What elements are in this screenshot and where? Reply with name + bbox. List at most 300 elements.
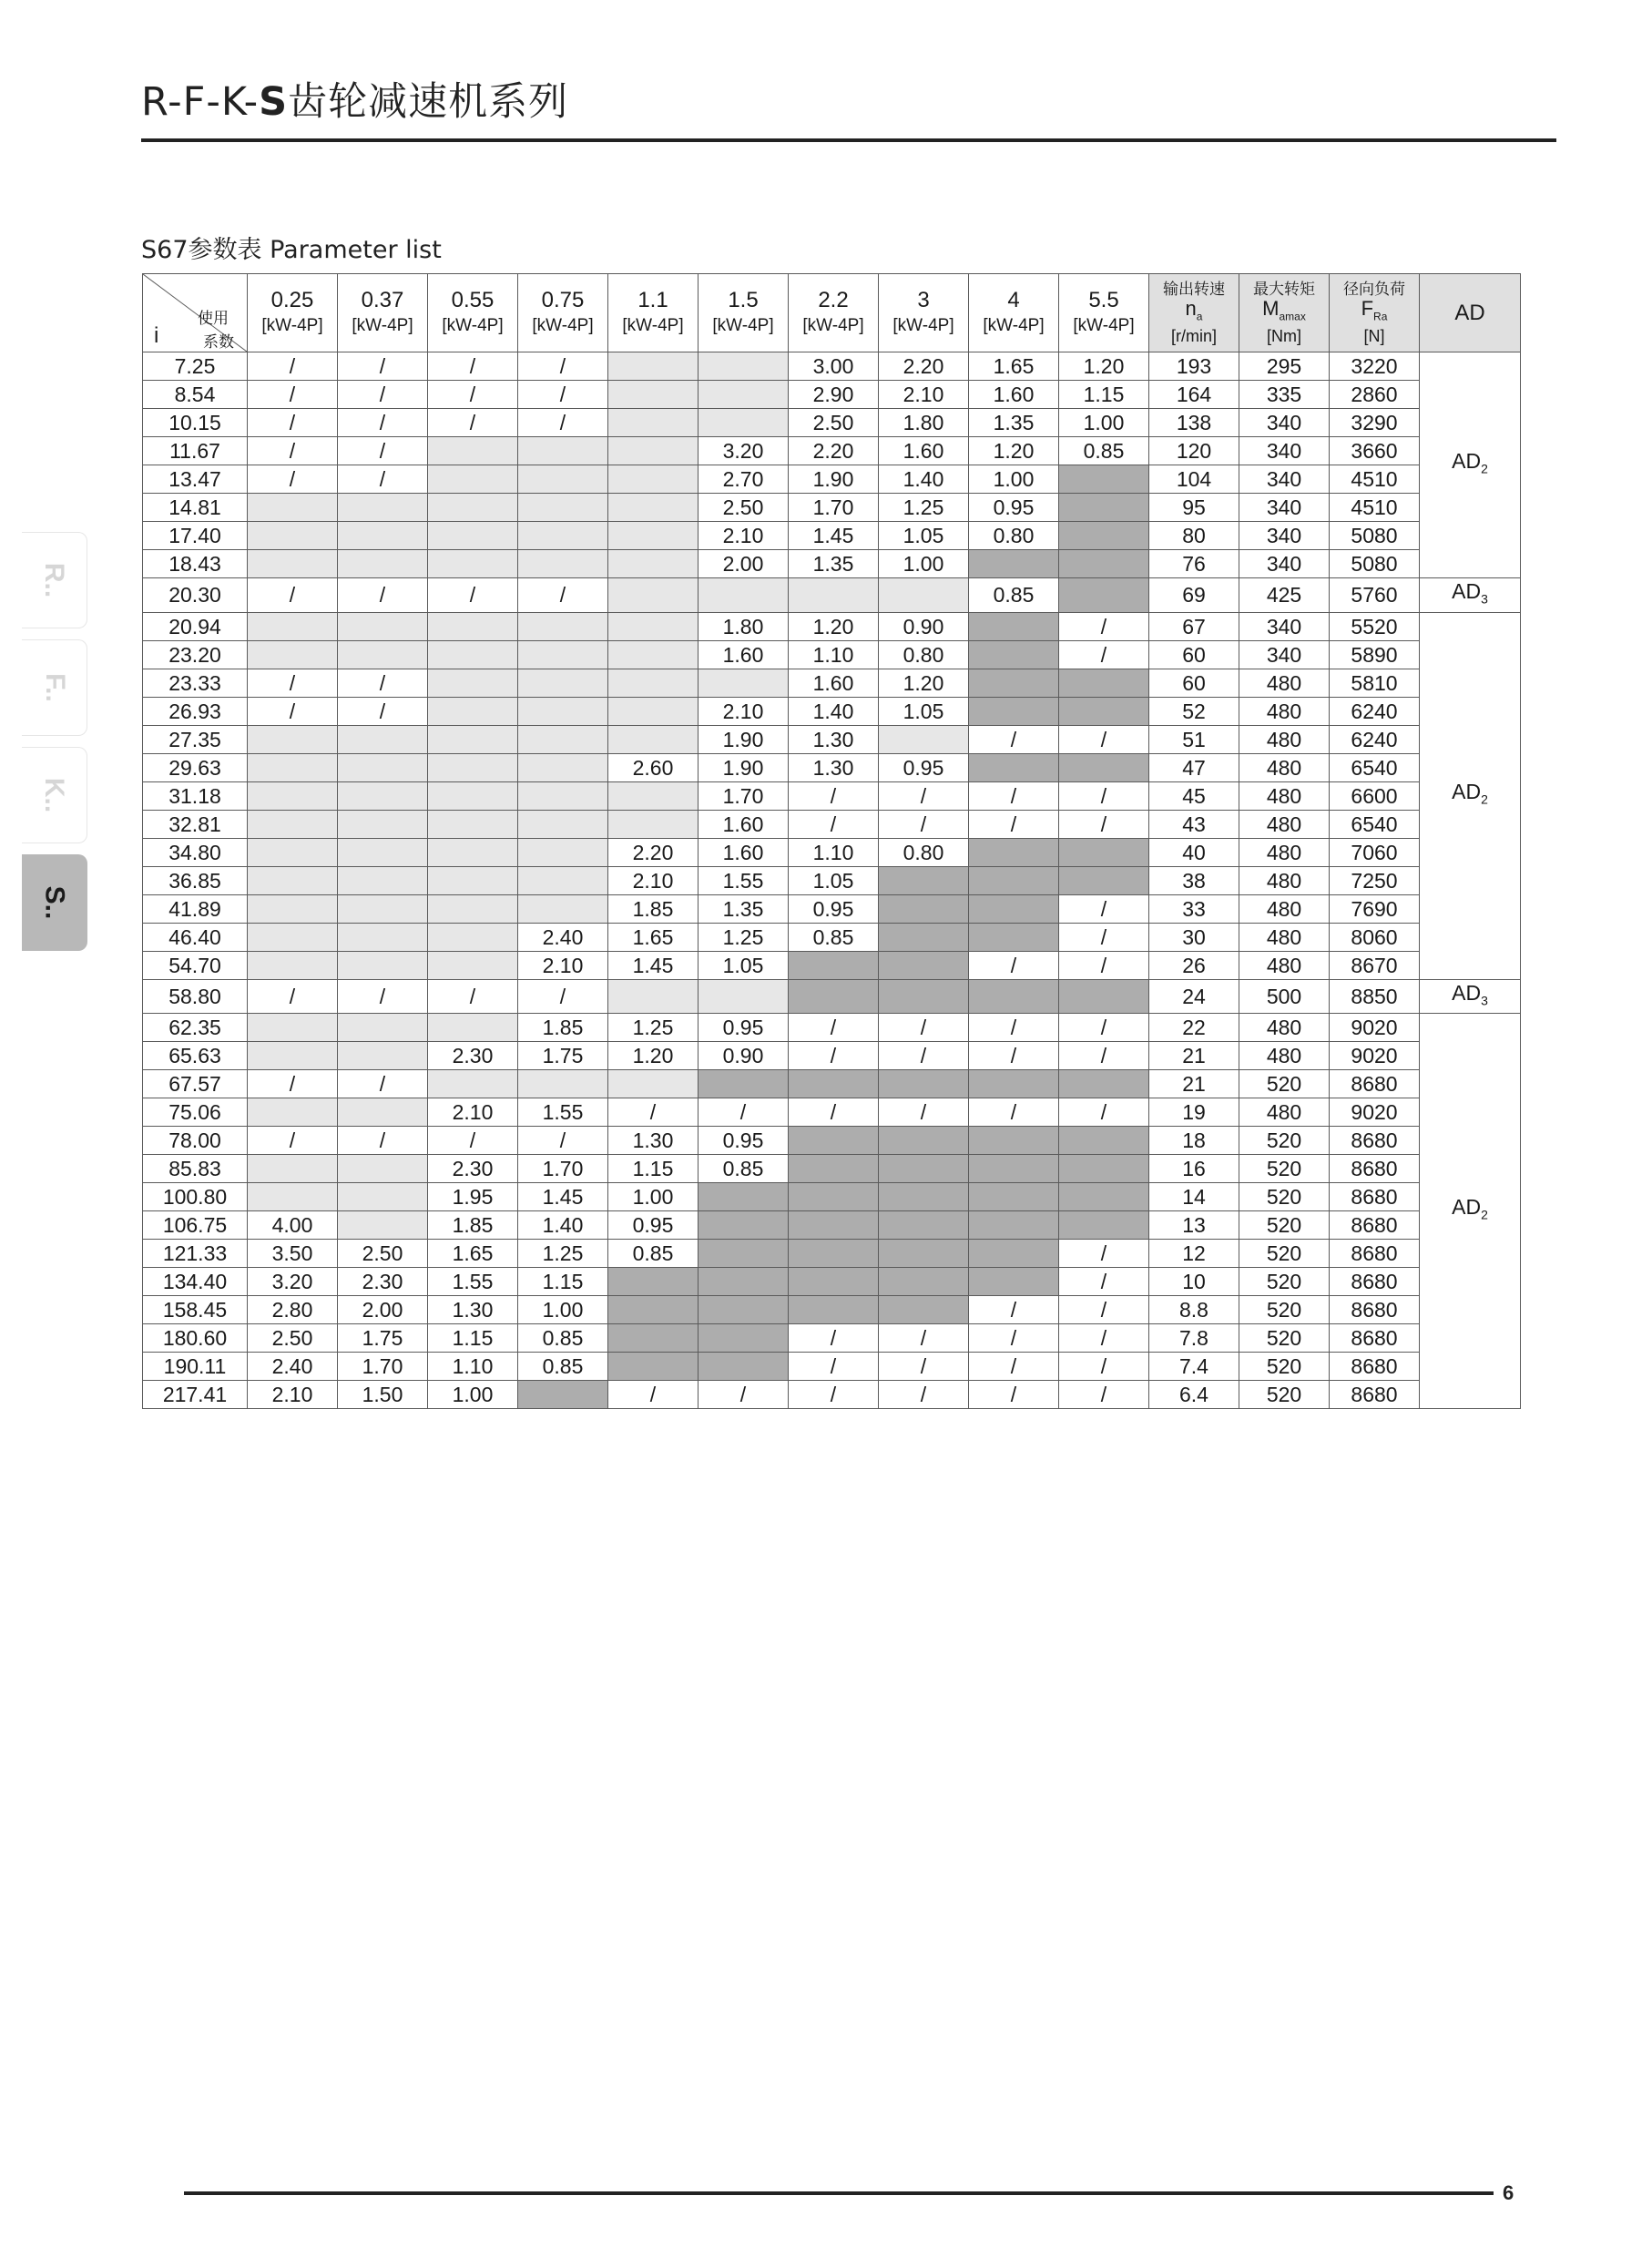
empty-cell [428, 612, 518, 640]
empty-cell [428, 753, 518, 781]
service-factor-cell: 1.05 [879, 522, 969, 550]
table-row [143, 810, 1521, 838]
service-factor-cell: / [699, 1381, 789, 1409]
empty-cell [248, 838, 338, 866]
empty-cell [608, 725, 699, 753]
empty-cell [248, 640, 338, 669]
service-factor-cell: 1.80 [699, 612, 789, 640]
max-torque-cell: 500 [1239, 979, 1330, 1014]
empty-cell [518, 640, 608, 669]
unavailable-cell [699, 1268, 789, 1296]
ratio-cell: 46.40 [143, 923, 248, 951]
service-factor-cell: 1.15 [428, 1324, 518, 1353]
empty-cell [518, 465, 608, 494]
empty-cell [338, 1098, 428, 1127]
service-factor-cell: 1.35 [789, 550, 879, 578]
radial-load-cell: 9020 [1330, 1042, 1420, 1070]
service-factor-cell: 0.95 [969, 494, 1059, 522]
empty-cell [518, 612, 608, 640]
service-factor-cell: 1.30 [789, 753, 879, 781]
empty-cell [248, 923, 338, 951]
radial-load-cell: 6540 [1330, 810, 1420, 838]
table-row [143, 1155, 1521, 1183]
service-factor-cell: 1.25 [518, 1240, 608, 1268]
power-header: 0.75 [kW-4P] [518, 274, 608, 352]
unavailable-cell [1059, 578, 1149, 613]
radial-load-cell: 7690 [1330, 894, 1420, 923]
service-factor-cell: 1.05 [789, 866, 879, 894]
table-row [143, 979, 1521, 1014]
service-factor-cell: / [338, 465, 428, 494]
empty-cell [428, 894, 518, 923]
table-row [143, 1014, 1521, 1042]
service-factor-cell: / [969, 1098, 1059, 1127]
empty-cell [248, 1183, 338, 1211]
service-factor-cell: 1.55 [699, 866, 789, 894]
service-factor-cell: 1.15 [608, 1155, 699, 1183]
power-header: 5.5 [kW-4P] [1059, 274, 1149, 352]
unavailable-cell [969, 1183, 1059, 1211]
table-row [143, 1240, 1521, 1268]
empty-cell [518, 494, 608, 522]
empty-cell [338, 781, 428, 810]
max-torque-cell: 480 [1239, 753, 1330, 781]
table-body [143, 352, 1521, 1409]
service-factor-cell: 0.90 [879, 612, 969, 640]
empty-cell [518, 866, 608, 894]
table-row [143, 753, 1521, 781]
empty-cell [699, 409, 789, 437]
empty-cell [699, 352, 789, 381]
empty-cell [338, 923, 428, 951]
service-factor-cell: 1.40 [518, 1211, 608, 1240]
service-factor-cell: 1.95 [428, 1183, 518, 1211]
table-row [143, 725, 1521, 753]
service-factor-cell: 1.10 [428, 1353, 518, 1381]
service-factor-cell: / [1059, 923, 1149, 951]
max-torque-cell: 340 [1239, 494, 1330, 522]
output-speed-cell: 7.4 [1149, 1353, 1239, 1381]
max-torque-cell: 520 [1239, 1296, 1330, 1324]
service-factor-cell: / [1059, 1268, 1149, 1296]
service-factor-cell: 4.00 [248, 1211, 338, 1240]
empty-cell [518, 753, 608, 781]
table-row [143, 1353, 1521, 1381]
service-factor-cell: 3.50 [248, 1240, 338, 1268]
service-factor-cell: 1.60 [969, 381, 1059, 409]
unavailable-cell [1059, 979, 1149, 1014]
ratio-cell: 36.85 [143, 866, 248, 894]
service-factor-cell: 1.90 [789, 465, 879, 494]
empty-cell [699, 669, 789, 697]
output-speed-cell: 19 [1149, 1098, 1239, 1127]
empty-cell [879, 725, 969, 753]
footer-rule [184, 2191, 1494, 2195]
service-factor-cell: / [428, 352, 518, 381]
empty-cell [428, 725, 518, 753]
output-speed-cell: 22 [1149, 1014, 1239, 1042]
tab-k-series[interactable]: K.. [22, 747, 87, 843]
output-speed-cell: 14 [1149, 1183, 1239, 1211]
service-factor-cell: / [1059, 640, 1149, 669]
tab-s-series[interactable]: S.. [22, 854, 87, 951]
radial-load-cell: 8680 [1330, 1296, 1420, 1324]
service-factor-cell: 1.00 [879, 550, 969, 578]
max-torque-cell: 520 [1239, 1183, 1330, 1211]
table-row [143, 838, 1521, 866]
unavailable-cell [1059, 753, 1149, 781]
ratio-cell: 121.33 [143, 1240, 248, 1268]
service-factor-cell: 1.40 [789, 697, 879, 725]
radial-load-cell: 8680 [1330, 1240, 1420, 1268]
output-speed-cell: 60 [1149, 640, 1239, 669]
unavailable-cell [1059, 522, 1149, 550]
service-factor-cell: / [1059, 1381, 1149, 1409]
service-factor-cell: 1.85 [608, 894, 699, 923]
unavailable-cell [789, 1070, 879, 1098]
corner-coef-label: 系数 [203, 333, 234, 351]
service-factor-cell: 0.85 [518, 1324, 608, 1353]
max-torque-cell: 340 [1239, 612, 1330, 640]
ratio-cell: 34.80 [143, 838, 248, 866]
service-factor-cell: / [879, 1014, 969, 1042]
service-factor-cell: 1.10 [789, 640, 879, 669]
service-factor-cell: / [699, 1098, 789, 1127]
unavailable-cell [879, 866, 969, 894]
empty-cell [608, 352, 699, 381]
empty-cell [608, 669, 699, 697]
empty-cell [248, 866, 338, 894]
ad-cell: $AD_2$ [1420, 1014, 1521, 1409]
unavailable-cell [969, 550, 1059, 578]
service-factor-cell: 0.85 [789, 923, 879, 951]
output-speed-cell: 193 [1149, 352, 1239, 381]
service-factor-cell: / [1059, 1240, 1149, 1268]
corner-i-label: i [154, 323, 159, 348]
service-factor-cell: 1.20 [789, 612, 879, 640]
empty-cell [428, 781, 518, 810]
service-factor-cell: 1.00 [608, 1183, 699, 1211]
service-factor-cell: 1.25 [608, 1014, 699, 1042]
service-factor-cell: / [879, 810, 969, 838]
unavailable-cell [1059, 669, 1149, 697]
service-factor-cell: 1.20 [1059, 352, 1149, 381]
unavailable-cell [879, 1268, 969, 1296]
unavailable-cell [789, 1211, 879, 1240]
ratio-cell: 18.43 [143, 550, 248, 578]
empty-cell [248, 1042, 338, 1070]
service-factor-cell: / [1059, 951, 1149, 979]
radial-load-cell: 7250 [1330, 866, 1420, 894]
empty-cell [338, 810, 428, 838]
service-factor-cell: / [789, 1042, 879, 1070]
unavailable-cell [789, 1183, 879, 1211]
empty-cell [338, 550, 428, 578]
radial-load-cell: 8680 [1330, 1070, 1420, 1098]
service-factor-cell: 2.10 [699, 697, 789, 725]
radial-load-cell: 6240 [1330, 725, 1420, 753]
table-header-row [143, 274, 1521, 352]
ad-cell: $AD_2$ [1420, 352, 1521, 578]
radial-load-cell: 8680 [1330, 1155, 1420, 1183]
empty-cell [518, 810, 608, 838]
output-speed-cell: 43 [1149, 810, 1239, 838]
tab-f-series[interactable]: F.. [22, 639, 87, 736]
service-factor-cell: 0.95 [699, 1127, 789, 1155]
service-factor-cell: / [338, 697, 428, 725]
service-factor-cell: / [428, 979, 518, 1014]
output-speed-cell: 21 [1149, 1042, 1239, 1070]
empty-cell [248, 612, 338, 640]
empty-cell [789, 578, 879, 613]
service-factor-cell: / [879, 1353, 969, 1381]
power-header: 3 [kW-4P] [879, 274, 969, 352]
service-factor-cell: / [518, 352, 608, 381]
service-factor-cell: / [248, 669, 338, 697]
unavailable-cell [879, 1070, 969, 1098]
max-torque-cell: 480 [1239, 781, 1330, 810]
service-factor-cell: / [879, 781, 969, 810]
empty-cell [518, 697, 608, 725]
service-factor-cell: 2.20 [789, 437, 879, 465]
page-number: 6 [1503, 2181, 1514, 2204]
empty-cell [608, 1070, 699, 1098]
unavailable-cell [969, 1127, 1059, 1155]
empty-cell [608, 781, 699, 810]
ratio-cell: 65.63 [143, 1042, 248, 1070]
service-factor-cell: 1.65 [428, 1240, 518, 1268]
max-torque-cell: 480 [1239, 669, 1330, 697]
unavailable-cell [879, 1127, 969, 1155]
max-torque-cell: 340 [1239, 437, 1330, 465]
service-factor-cell: / [338, 381, 428, 409]
service-factor-cell: 1.05 [879, 697, 969, 725]
service-factor-cell: 2.30 [428, 1042, 518, 1070]
service-factor-cell: 1.70 [338, 1353, 428, 1381]
unavailable-cell [789, 1296, 879, 1324]
service-factor-cell: 0.85 [969, 578, 1059, 613]
unavailable-cell [789, 979, 879, 1014]
service-factor-cell: / [879, 1098, 969, 1127]
unavailable-cell [789, 1240, 879, 1268]
empty-cell [248, 1014, 338, 1042]
radial-load-cell: 2860 [1330, 381, 1420, 409]
service-factor-cell: / [608, 1381, 699, 1409]
max-torque-cell: 425 [1239, 578, 1330, 613]
service-factor-cell: / [1059, 1324, 1149, 1353]
service-factor-cell: 2.30 [338, 1268, 428, 1296]
unavailable-cell [969, 838, 1059, 866]
table-title: S67参数表 Parameter list [141, 236, 442, 264]
service-factor-cell: / [608, 1098, 699, 1127]
service-factor-cell: / [338, 1127, 428, 1155]
ratio-cell: 78.00 [143, 1127, 248, 1155]
max-torque-cell: 520 [1239, 1155, 1330, 1183]
output-speed-cell: 60 [1149, 669, 1239, 697]
table-row [143, 894, 1521, 923]
radial-load-cell: 5080 [1330, 550, 1420, 578]
unavailable-cell [969, 1240, 1059, 1268]
service-factor-cell: 0.95 [608, 1211, 699, 1240]
service-factor-cell: / [248, 979, 338, 1014]
service-factor-cell: 2.80 [248, 1296, 338, 1324]
service-factor-cell: / [969, 1042, 1059, 1070]
service-factor-cell: 1.55 [428, 1268, 518, 1296]
service-factor-cell: / [1059, 1296, 1149, 1324]
unavailable-cell [699, 1353, 789, 1381]
unavailable-cell [789, 1127, 879, 1155]
table-row [143, 550, 1521, 578]
radial-load-cell: 3660 [1330, 437, 1420, 465]
max-torque-cell: 340 [1239, 522, 1330, 550]
empty-cell [338, 894, 428, 923]
empty-cell [338, 838, 428, 866]
output-speed-cell: 8.8 [1149, 1296, 1239, 1324]
service-factor-cell: 2.20 [608, 838, 699, 866]
table-row [143, 1127, 1521, 1155]
service-factor-cell: / [789, 1098, 879, 1127]
max-torque-cell: 520 [1239, 1381, 1330, 1409]
corner-cell [143, 274, 248, 352]
unavailable-cell [969, 697, 1059, 725]
service-factor-cell: 0.95 [789, 894, 879, 923]
unavailable-cell [969, 979, 1059, 1014]
service-factor-cell: / [969, 1353, 1059, 1381]
corner-use-label: 使用 [198, 310, 229, 327]
service-factor-cell: 1.60 [789, 669, 879, 697]
service-factor-cell: 1.20 [879, 669, 969, 697]
radial-load-cell: 5520 [1330, 612, 1420, 640]
service-factor-cell: / [338, 1070, 428, 1098]
service-factor-cell: / [248, 578, 338, 613]
service-factor-cell: 1.00 [1059, 409, 1149, 437]
output-speed-cell: 18 [1149, 1127, 1239, 1155]
power-header: 0.55 [kW-4P] [428, 274, 518, 352]
empty-cell [248, 550, 338, 578]
service-factor-cell: 2.50 [338, 1240, 428, 1268]
ratio-cell: 134.40 [143, 1268, 248, 1296]
side-tabs [22, 532, 87, 962]
output-speed-cell: 45 [1149, 781, 1239, 810]
empty-cell [608, 550, 699, 578]
empty-cell [428, 494, 518, 522]
ratio-cell: 67.57 [143, 1070, 248, 1098]
ratio-cell: 158.45 [143, 1296, 248, 1324]
max-torque-cell: 480 [1239, 894, 1330, 923]
tab-r-series[interactable]: R.. [22, 532, 87, 628]
empty-cell [338, 725, 428, 753]
ratio-cell: 180.60 [143, 1324, 248, 1353]
parameter-table [142, 273, 1521, 1409]
unavailable-cell [699, 1296, 789, 1324]
service-factor-cell: / [969, 1381, 1059, 1409]
radial-load-cell: 9020 [1330, 1098, 1420, 1127]
ratio-cell: 26.93 [143, 697, 248, 725]
ratio-cell: 23.33 [143, 669, 248, 697]
unavailable-cell [1059, 1155, 1149, 1183]
service-factor-cell: 2.30 [428, 1155, 518, 1183]
table-row [143, 578, 1521, 613]
radial-load-cell: 5810 [1330, 669, 1420, 697]
power-header: 4 [kW-4P] [969, 274, 1059, 352]
unavailable-cell [879, 1211, 969, 1240]
service-factor-cell: 2.00 [699, 550, 789, 578]
service-factor-cell: 3.20 [248, 1268, 338, 1296]
empty-cell [608, 810, 699, 838]
table-row [143, 437, 1521, 465]
max-torque-cell: 340 [1239, 465, 1330, 494]
ratio-cell: 8.54 [143, 381, 248, 409]
service-factor-cell: 1.60 [699, 640, 789, 669]
ad-cell: $AD_3$ [1420, 578, 1521, 613]
empty-cell [428, 810, 518, 838]
radial-load-cell: 8680 [1330, 1268, 1420, 1296]
unavailable-cell [969, 612, 1059, 640]
output-speed-cell: 12 [1149, 1240, 1239, 1268]
max-torque-cell: 295 [1239, 352, 1330, 381]
output-speed-cell: 33 [1149, 894, 1239, 923]
output-speed-cell: 21 [1149, 1070, 1239, 1098]
service-factor-cell: / [789, 781, 879, 810]
empty-cell [699, 381, 789, 409]
empty-cell [608, 612, 699, 640]
empty-cell [248, 810, 338, 838]
service-factor-cell: 0.95 [879, 753, 969, 781]
radial-load-cell: 5890 [1330, 640, 1420, 669]
output-speed-cell: 7.8 [1149, 1324, 1239, 1353]
empty-cell [248, 894, 338, 923]
empty-cell [428, 437, 518, 465]
service-factor-cell: / [428, 409, 518, 437]
table-row [143, 1183, 1521, 1211]
radial-load-cell: 8850 [1330, 979, 1420, 1014]
max-torque-cell: 480 [1239, 1014, 1330, 1042]
output-speed-cell: 67 [1149, 612, 1239, 640]
radial-load-cell: 3290 [1330, 409, 1420, 437]
service-factor-cell: 2.10 [518, 951, 608, 979]
unavailable-cell [879, 894, 969, 923]
service-factor-cell: / [248, 1070, 338, 1098]
service-factor-cell: 2.10 [608, 866, 699, 894]
unavailable-cell [969, 1155, 1059, 1183]
unavailable-cell [969, 1211, 1059, 1240]
max-torque-cell: 480 [1239, 1042, 1330, 1070]
empty-cell [248, 951, 338, 979]
service-factor-cell: 1.65 [969, 352, 1059, 381]
service-factor-cell: / [338, 437, 428, 465]
ratio-cell: 31.18 [143, 781, 248, 810]
service-factor-cell: 1.10 [789, 838, 879, 866]
service-factor-cell: / [969, 810, 1059, 838]
unavailable-cell [1059, 494, 1149, 522]
service-factor-cell: / [969, 1296, 1059, 1324]
service-factor-cell: 2.10 [699, 522, 789, 550]
output-speed-cell: 138 [1149, 409, 1239, 437]
ad-cell: $AD_2$ [1420, 612, 1521, 979]
ad-header: AD [1420, 274, 1521, 352]
ratio-cell: 100.80 [143, 1183, 248, 1211]
service-factor-cell: / [969, 1014, 1059, 1042]
service-factor-cell: 3.20 [699, 437, 789, 465]
service-factor-cell: 1.00 [428, 1381, 518, 1409]
radial-load-cell: 8670 [1330, 951, 1420, 979]
empty-cell [608, 494, 699, 522]
unavailable-cell [1059, 550, 1149, 578]
service-factor-cell: / [338, 352, 428, 381]
power-header: 2.2 [kW-4P] [789, 274, 879, 352]
empty-cell [608, 437, 699, 465]
empty-cell [608, 381, 699, 409]
